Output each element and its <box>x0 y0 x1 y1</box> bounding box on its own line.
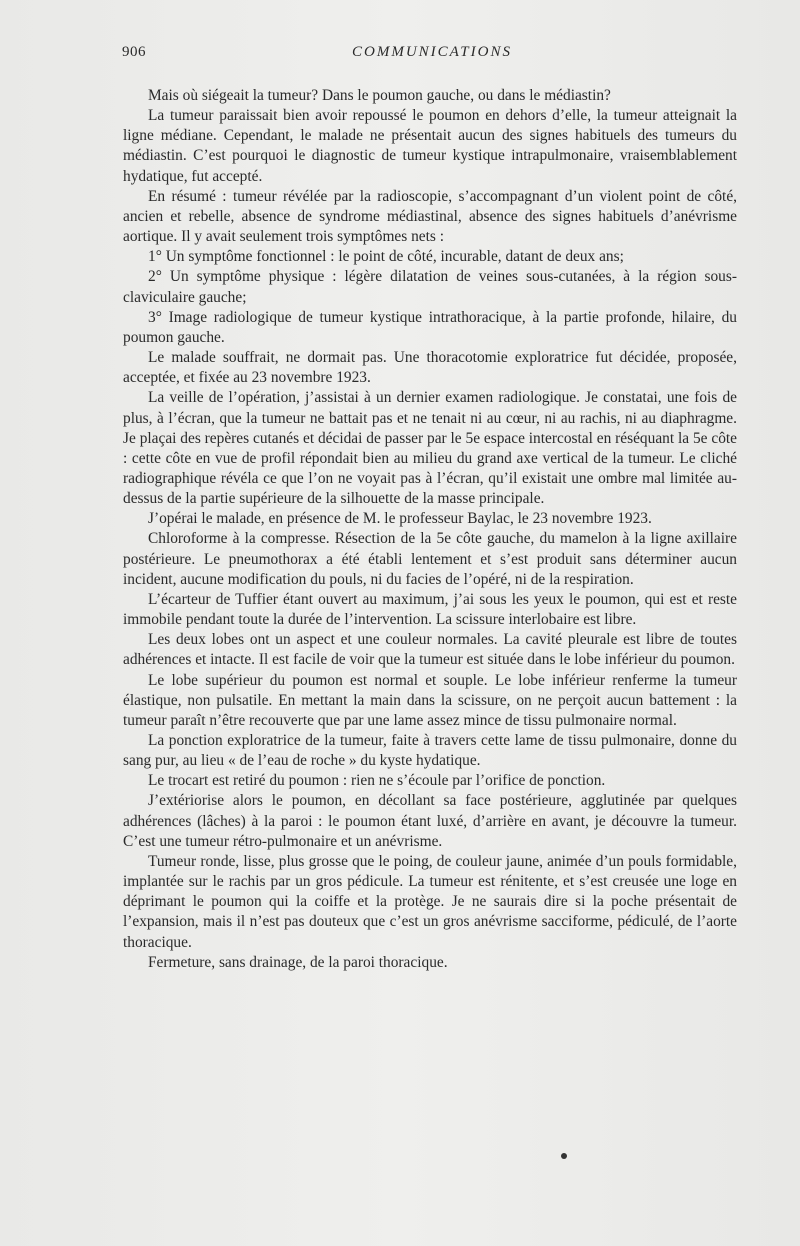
paragraph: L’écarteur de Tuffier étant ouvert au maximum, j’ai sous les yeux le poumon, qui est et reste immobile pendant toute la durée de l’intervention. La scissure interlobaire est libre. <box>123 590 737 629</box>
paragraph: Les deux lobes ont un aspect et une couleur normales. La cavité pleurale est libre de toutes adhérences et intacte. Il est facile de voir que la tumeur est située dans le lobe inférieur du poumon. <box>123 631 737 669</box>
page-header <box>122 44 742 66</box>
body-text <box>123 86 737 973</box>
paragraph: Fermeture, sans drainage, de la paroi thoracique. <box>148 953 448 971</box>
paragraph: La veille de l’opération, j’assistai à un dernier examen radiologique. Je constatai, une fois de plus, à l’écran, que la tumeur ne battait pas et ne tenait ni au cœur, ni au rachis, ni au diaphragme. Je plaçai des repères cutanés et décidai de passer par le 5e espace intercostal en réséquant la 5e côte : cette côte en vue de profil répondait bien au milieu du grand axe vertical de la tumeur. Le cliché radiographique révéla ce que l’on ne voyait pas à l’écran, qu’il existait une ombre mal limitée au-dessus de la partie supérieure de la silhouette de la masse principale. <box>123 389 737 508</box>
paragraph: La tumeur paraissait bien avoir repoussé le poumon en dehors d’elle, la tumeur atteignait la ligne médiane. Cependant, le malade ne présentait aucun des signes habituels des tumeurs du médiastin. C’est pourquoi le diagnostic de tumeur kystique intrapulmonaire, vraisemblablement hydatique, fut accepté. <box>123 107 737 185</box>
paragraph: Chloroforme à la compresse. Résection de la 5e côte gauche, du mamelon à la ligne axillaire postérieure. Le pneumothorax a été établi lentement et s’est produit sans déterminer aucun incident, aucune modification du pouls, ni du facies de l’opéré, ni de la respiration. <box>123 530 737 588</box>
paragraph: Le trocart est retiré du poumon : rien ne s’écoule par l’orifice de ponction. <box>148 772 606 790</box>
running-head: COMMUNICATIONS <box>352 44 512 60</box>
page-number: 906 <box>122 44 146 60</box>
paragraph: J’extériorise alors le poumon, en décollant sa face postérieure, agglutinée par quelques adhérences (lâches) à la paroi : le poumon étant luxé, d’arrière en avant, je découvre la tumeur. C’est une tumeur rétro-pulmonaire et un anévrisme. <box>123 792 737 850</box>
paragraph: 3° Image radiologique de tumeur kystique intrathoracique, à la partie profonde, hilaire, du poumon gauche. <box>123 308 737 346</box>
paragraph: 2° Un symptôme physique : légère dilatation de veines sous-cutanées, à la région sous-claviculaire gauche; <box>123 268 737 306</box>
paragraph: En résumé : tumeur révélée par la radioscopie, s’accompagnant d’un violent point de côté, ancien et rebelle, absence de syndrome médiastinal, absence des signes habituels d’anévrisme aortique. Il y avait seulement trois symptômes nets : <box>123 187 737 246</box>
paragraph: Le lobe supérieur du poumon est normal et souple. Le lobe inférieur renferme la tumeur élastique, non pulsatile. En mettant la main dans la scissure, on ne perçoit aucun battement : la tumeur paraît n’être recouverte que par une lame assez mince de tissu pulmonaire normal. <box>123 671 737 729</box>
paragraph: J’opérai le malade, en présence de M. le professeur Baylac, le 23 novembre 1923. <box>148 510 652 528</box>
ink-spot <box>561 1153 567 1159</box>
paragraph: Le malade souffrait, ne dormait pas. Une thoracotomie exploratrice fut décidée, proposée, acceptée, et fixée au 23 novembre 1923. <box>123 349 737 387</box>
paragraph: 1° Un symptôme fonctionnel : le point de côté, incurable, datant de deux ans; <box>148 248 624 266</box>
paragraph: Tumeur ronde, lisse, plus grosse que le poing, de couleur jaune, animée d’un pouls formidable, implantée sur le rachis par un gros pédicule. La tumeur est rénitente, et s’est creusée une loge en déprimant le poumon qui la coiffe et la protège. Je ne saurais dire si la poche présentait de l’expansion, mais il n’est pas douteux que c’est un gros anévrisme sacciforme, pédiculé, de l’aorte thoracique. <box>123 852 737 951</box>
paragraph: La ponction exploratrice de la tumeur, faite à travers cette lame de tissu pulmonaire, donne du sang pur, au lieu « de l’eau de roche » du kyste hydatique. <box>123 732 737 770</box>
paragraph: Mais où siégeait la tumeur? Dans le poumon gauche, ou dans le médiastin? <box>148 87 611 104</box>
